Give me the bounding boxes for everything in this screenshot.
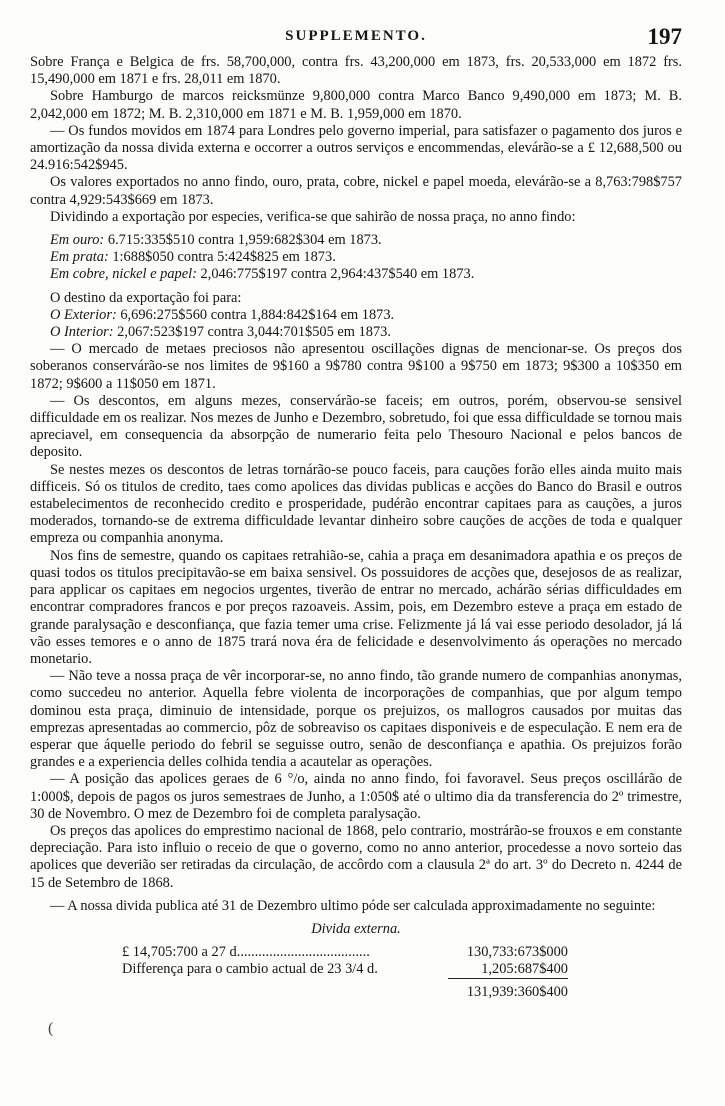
species-label: Em cobre, nickel e papel: <box>50 266 197 283</box>
species-label: Em prata: <box>50 249 109 266</box>
paragraph-france-belgium: Sobre França e Belgica de frs. 58,700,000, contra frs. 43,200,000 em 1873, frs. 20,533,000 em 1872 frs. 15,490,000 em 1871 e frs. 28,011 em 1870. <box>30 54 682 88</box>
destination-label: O Interior: <box>50 324 114 341</box>
paragraph-exports-total: Os valores exportados no anno findo, ouro, prata, cobre, nickel e papel moeda, elevárão-se a 8,763:798$757 contra 4,929:543$669 em 1873. <box>30 174 682 208</box>
margin-mark: ( <box>48 1020 54 1037</box>
external-debt-table <box>122 944 568 1001</box>
paragraph-hamburg: Sobre Hamburgo de marcos reicksmünze 9,800,000 contra Marco Banco 9,490,000 em 1873; M. B. 2,042,000 em 1872; M. B. 2,310,000 em 1871 e M. B. 1,959,000 em 1870. <box>30 88 682 122</box>
species-value: 2,046:775$197 contra 2,964:437$540 em 1873. <box>196 266 475 283</box>
destination-value: 2,067:523$197 contra 3,044:701$505 em 1873. <box>113 324 391 341</box>
paragraph-semester-end: Nos fins de semestre, quando os capitaes retrahião-se, cahia a praça em desanimadora apathia e os preços de quasi todos os titulos precipitavão-se em baixa sensivel. Os possuidores de acções que, desejosos de as realizar, para applicar os capitaes em negocios urgentes, tiverão de entrar no mercado, achárão sérias difficuldades em encontrar compradores francos e por preços razoaveis. Assim, pois, em Dezembro esteve a praça em estado de grande paralysação e desconfiança, que fazia temer uma crise. Felizmente já lá vai esse periodo desolador, já lá vão esses temores e o anno de 1875 trará nova éra de felicidade e desenvolvimento ás operações no mercado monetario. <box>30 547 682 667</box>
list-item <box>30 307 682 324</box>
paragraph-companies: — Não teve a nossa praça de vêr incorporar-se, no anno findo, tão grande numero de companhias anonymas, como succedeu no anterior. Aquella febre violenta de incorporações de companhias, que por algum tempo dominou esta praça, diminuio de intensidade, porque os prejuizos, os mallogros causados por muitas das emprezas apresentadas ao commercio, pôz de sobreaviso os capitaes disponiveis e de especulação. E nem era de esperar que áquelle periodo do febril se seguisse outro, senão de desconfiança e apathia. Os prejuizos forão grandes e a experiencia delles colhida tendia a acautelar as operações. <box>30 668 682 771</box>
list-item <box>30 232 682 249</box>
external-debt-title: Divida externa. <box>311 920 401 937</box>
document-body <box>30 54 682 1001</box>
paragraph-public-debt: — A nossa divida publica até 31 de Dezembro ultimo póde ser calculada approximadamente no seguinte: <box>50 897 656 914</box>
debt-row-label: Differença para o cambio actual de 23 3/4 d. <box>122 961 378 978</box>
destination-value: 6,696:275$560 contra 1,884:842$164 em 1873. <box>116 306 395 323</box>
paragraph-discounts: — Os descontos, em alguns mezes, conservárão-se faceis; em outros, porém, observou-se sensivel difficuldade em os realizar. Nos mezes de Junho e Dezembro, sobretudo, foi que essa difficuldade se tornou mais apreciavel, em consequencia da absorpção de numerario feita pelo Thesouro Nacional e pelos bancos de deposito. <box>30 392 682 461</box>
species-value: 1:688$050 contra 5:424$825 em 1873. <box>108 249 336 266</box>
debt-total-value: 131,939:360$400 <box>448 979 568 1002</box>
running-head: SUPPLEMENTO. <box>285 28 427 44</box>
paragraph-precious-metals: — O mercado de metaes preciosos não apresentou oscillações dignas de mencionar-se. Os preços dos soberanos conservárão-se nos limites de 9$160 a 9$780 contra 9$100 a 9$750 em 1873; 9$300 a 10$350 em 1872; 9$600 a 11$050 em 1871. <box>30 341 682 392</box>
paragraph-london-funds: — Os fundos movidos em 1874 para Londres pelo governo imperial, para satisfazer o pagamento dos juros e amortização da nossa divida externa e occorrer a outros serviços e encommendas, elevárão-se a £ 12,688,500 ou 24.916:542$945. <box>30 122 682 174</box>
paragraph-apolices-geraes: — A posição das apolices geraes de 6 °/o, ainda no anno findo, foi favoravel. Seus preços oscillárão de 1:000$, depois de pagos os juros semestraes de Junho, a 1:050$ até o ultimo dia da transferencia do 2º trimestre, 30 de Novembro. O mez de Dezembro foi de completa paralysação. <box>30 771 682 822</box>
species-value: 6.715:335$510 contra 1,959:682$304 em 1873. <box>104 232 382 249</box>
page-header <box>30 24 682 54</box>
debt-row-value: 130,733:673$000 <box>466 944 568 961</box>
list-item <box>30 249 682 266</box>
document-page <box>30 24 682 1001</box>
paragraph-destination-intro: O destino da exportação foi para: <box>50 289 242 306</box>
debt-row-value: 1,205:687$400 <box>481 961 568 978</box>
table-row <box>122 944 568 961</box>
table-row-total <box>122 979 568 1002</box>
paragraph-exports-species-intro: Dividindo a exportação por especies, verifica-se que sahirão de nossa praça, no anno findo: <box>50 208 576 225</box>
list-item <box>30 266 682 283</box>
paragraph-collateral: Se nestes mezes os descontos de letras tornárão-se pouco faceis, para cauções forão elles ainda muito mais difficeis. Só os titulos de credito, taes como apolices das dividas publicas e acções do Banco do Brasil e outros estabelecimentos de reconhecido credito e prosperidade, pudérão encontrar capitaes para as cauções, a juros moderados, tornando-se de extrema difficuldade levantar dinheiro sobre cauções de acções de toda e qualquer empreza ou companhia anonyma. <box>30 461 682 547</box>
table-row <box>122 961 568 979</box>
destination-label: O Exterior: <box>50 306 117 323</box>
page-number: 197 <box>647 24 682 49</box>
species-label: Em ouro: <box>50 232 105 249</box>
debt-row-label: £ 14,705:700 a 27 d..................................... <box>122 944 370 961</box>
list-item <box>30 324 682 341</box>
paragraph-emprestimo-1868: Os preços das apolices do emprestimo nacional de 1868, pelo contrario, mostrárão-se frouxos e em constante depreciação. Para isto influio o receio de que o governo, como no anno anterior, procedesse a novo sorteio das apolices que deverião ser retiradas da circulação, de accôrdo com a clausula 2ª do art. 3º do Decreto n. 4244 de 15 de Setembro de 1868. <box>30 822 682 891</box>
